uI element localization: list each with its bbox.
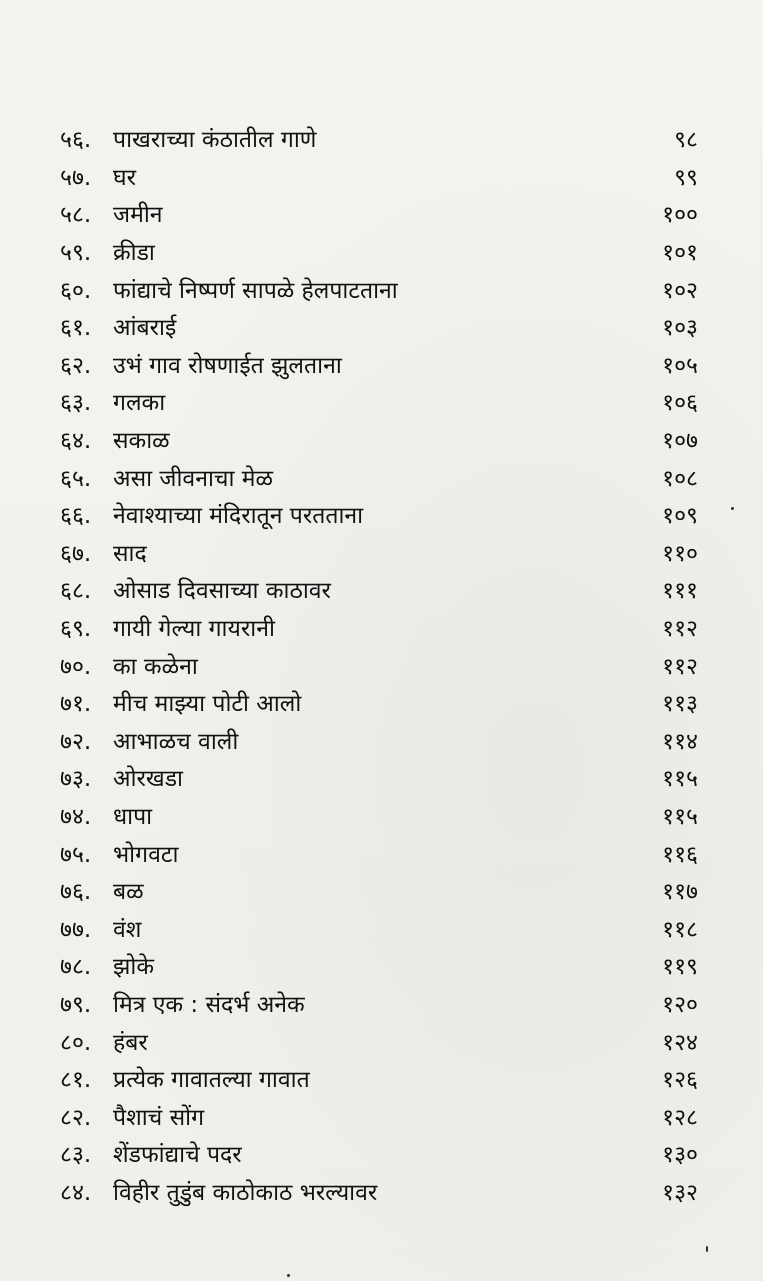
entry-number: ६९. [60, 616, 92, 643]
entry-number: ६३. [60, 390, 92, 417]
entry-title: प्रत्येक गावातल्या गावात [113, 1067, 310, 1094]
toc-entry [60, 573, 700, 611]
toc-entry-left [60, 540, 147, 567]
toc-entry-left [60, 505, 363, 528]
entry-title: भोगवटा [113, 841, 179, 868]
entry-number: ७४. [60, 803, 92, 830]
entry-number: ६१. [60, 315, 92, 342]
entry-page-number: ११५ [662, 803, 698, 830]
entry-page-number: ९९ [674, 164, 698, 191]
entry-title: ओरखडा [113, 766, 184, 793]
entry-number: ६५. [60, 465, 92, 492]
entry-number: ६८. [60, 578, 92, 605]
entry-number: ८१. [60, 1067, 92, 1094]
toc-entry-left [60, 991, 305, 1018]
toc-entry [60, 949, 700, 987]
entry-title: मीच माझ्या पोटी आलो [113, 691, 302, 718]
toc-entry-left [60, 1144, 242, 1167]
entry-title: असा जीवनाचा मेळ [113, 465, 274, 492]
entry-page-number: १०५ [662, 352, 698, 379]
print-speck [706, 1246, 708, 1252]
toc-entry [60, 1175, 700, 1213]
entry-number: ७१. [60, 691, 92, 718]
entry-number: ५७. [60, 164, 92, 191]
toc-entry-left [60, 392, 165, 415]
toc-entry-left [60, 277, 398, 304]
entry-page-number: १२६ [662, 1067, 698, 1094]
toc-entry [60, 536, 700, 574]
entry-title: पैशाचं सोंग [113, 1104, 205, 1131]
entry-page-number: १०८ [662, 465, 698, 492]
entry-number: ७८. [60, 954, 92, 981]
entry-title: ओसाड दिवसाच्या काठावर [113, 578, 331, 605]
entry-title: हंबर [113, 1029, 148, 1056]
entry-number: ८४. [60, 1179, 92, 1206]
toc-entry-left [60, 768, 183, 791]
toc-entry-left [60, 1069, 310, 1092]
toc-entry [60, 385, 700, 423]
entry-number: ८०. [60, 1029, 92, 1056]
entry-page-number: १०२ [662, 277, 698, 304]
entry-number: ७०. [60, 653, 92, 680]
table-of-contents [60, 122, 700, 1212]
toc-entry [60, 1024, 700, 1062]
entry-title: साद [113, 540, 147, 567]
entry-title: मित्र एक : संदर्भ अनेक [113, 991, 305, 1018]
entry-page-number: १०६ [662, 390, 698, 417]
toc-entry [60, 235, 700, 273]
entry-page-number: १३० [662, 1142, 698, 1169]
toc-entry [60, 197, 700, 235]
toc-entry [60, 836, 700, 874]
toc-entry [60, 874, 700, 912]
toc-entry [60, 423, 700, 461]
entry-number: ७९. [60, 991, 92, 1018]
toc-entry [60, 460, 700, 498]
toc-entry-left [60, 841, 179, 868]
entry-page-number: १११ [662, 578, 698, 605]
toc-entry [60, 799, 700, 837]
toc-entry-left [60, 803, 153, 830]
toc-entry-left [60, 1179, 378, 1206]
entry-page-number: ११४ [662, 728, 698, 755]
entry-page-number: ११२ [662, 616, 698, 643]
toc-entry-left [60, 618, 275, 641]
toc-entry-left [60, 1029, 148, 1056]
toc-entry [60, 761, 700, 799]
entry-title: विहीर तुडुंब काठोकाठ भरल्यावर [113, 1179, 378, 1206]
entry-title: घर [113, 164, 136, 191]
toc-entry [60, 1137, 700, 1175]
entry-title: नेवाश्याच्या मंदिरातून परतताना [113, 503, 364, 530]
toc-entry [60, 498, 700, 536]
entry-title: फांद्याचे निष्पर्ण सापळे हेलपाटताना [113, 277, 398, 304]
entry-number: ८३. [60, 1142, 92, 1169]
print-speck [287, 1274, 290, 1277]
toc-entry [60, 987, 700, 1025]
toc-entry-left [60, 242, 155, 265]
toc-entry-left [60, 164, 136, 191]
toc-entry [60, 1062, 700, 1100]
entry-page-number: १०९ [662, 503, 698, 530]
entry-number: ८२. [60, 1104, 92, 1131]
entry-title: आभाळच वाली [113, 728, 239, 755]
toc-entry [60, 1099, 700, 1137]
entry-page-number: ११८ [662, 916, 698, 943]
entry-page-number: ११९ [662, 954, 698, 981]
toc-entry-left [60, 693, 301, 716]
entry-page-number: ११५ [662, 766, 698, 793]
entry-title: उभं गाव रोषणाईत झुलताना [113, 352, 342, 379]
toc-entry-left [60, 129, 316, 152]
entry-number: ७३. [60, 766, 92, 793]
entry-title: आंबराई [113, 315, 177, 342]
toc-entry [60, 686, 700, 724]
entry-title: जमीन [113, 202, 163, 229]
toc-entry-left [60, 728, 239, 755]
entry-page-number: १३२ [662, 1179, 698, 1206]
entry-page-number: ११७ [662, 879, 698, 906]
entry-title: वंश [113, 916, 142, 943]
toc-entry [60, 310, 700, 348]
toc-entry-left [60, 204, 163, 227]
toc-entry [60, 724, 700, 762]
entry-page-number: १०१ [662, 240, 698, 267]
entry-title: पाखराच्या कंठातील गाणे [113, 127, 317, 154]
entry-title: झोके [113, 954, 155, 981]
toc-entry-left [60, 881, 144, 904]
entry-page-number: ९८ [674, 127, 698, 154]
entry-number: ६४. [60, 428, 92, 455]
entry-page-number: १०७ [662, 428, 698, 455]
toc-entry [60, 648, 700, 686]
toc-entry [60, 272, 700, 310]
toc-entry-left [60, 430, 170, 453]
entry-page-number: १०० [662, 202, 698, 229]
entry-title: गलका [113, 390, 166, 417]
toc-entry [60, 160, 700, 198]
entry-number: ७२. [60, 728, 92, 755]
print-speck [731, 507, 734, 510]
entry-title: क्रीडा [113, 240, 155, 267]
entry-title: शेंडफांद्याचे पदर [113, 1142, 242, 1169]
entry-number: ६२. [60, 352, 92, 379]
entry-number: ६७. [60, 540, 92, 567]
entry-page-number: १२० [662, 991, 698, 1018]
entry-title: सकाळ [113, 428, 170, 455]
toc-entry-left [60, 580, 331, 603]
toc-entry-left [60, 465, 274, 492]
toc-entry-left [60, 352, 342, 379]
entry-title: धापा [113, 803, 153, 830]
entry-number: ७६. [60, 879, 92, 906]
entry-page-number: १०३ [662, 315, 698, 342]
entry-number: ५६. [60, 127, 92, 154]
entry-number: ६०. [60, 277, 92, 304]
entry-number: ५९. [60, 240, 92, 267]
toc-entry [60, 348, 700, 386]
toc-entry-left [60, 653, 198, 680]
toc-entry-left [60, 1104, 205, 1131]
entry-number: ७७. [60, 916, 92, 943]
entry-title: बळ [113, 879, 144, 906]
toc-entry-left [60, 916, 142, 943]
entry-page-number: १२४ [662, 1029, 698, 1056]
entry-page-number: ११६ [662, 841, 698, 868]
entry-number: ५८. [60, 202, 92, 229]
toc-entry [60, 122, 700, 160]
entry-title: का कळेना [113, 653, 198, 680]
entry-title: गायी गेल्या गायरानी [113, 616, 275, 643]
toc-entry-left [60, 317, 176, 340]
entry-page-number: ११३ [662, 691, 698, 718]
entry-number: ६६. [60, 503, 92, 530]
entry-page-number: ११० [662, 540, 698, 567]
entry-number: ७५. [60, 841, 92, 868]
toc-entry [60, 611, 700, 649]
toc-entry-left [60, 956, 154, 979]
entry-page-number: १२८ [662, 1104, 698, 1131]
entry-page-number: ११२ [662, 653, 698, 680]
toc-entry [60, 911, 700, 949]
